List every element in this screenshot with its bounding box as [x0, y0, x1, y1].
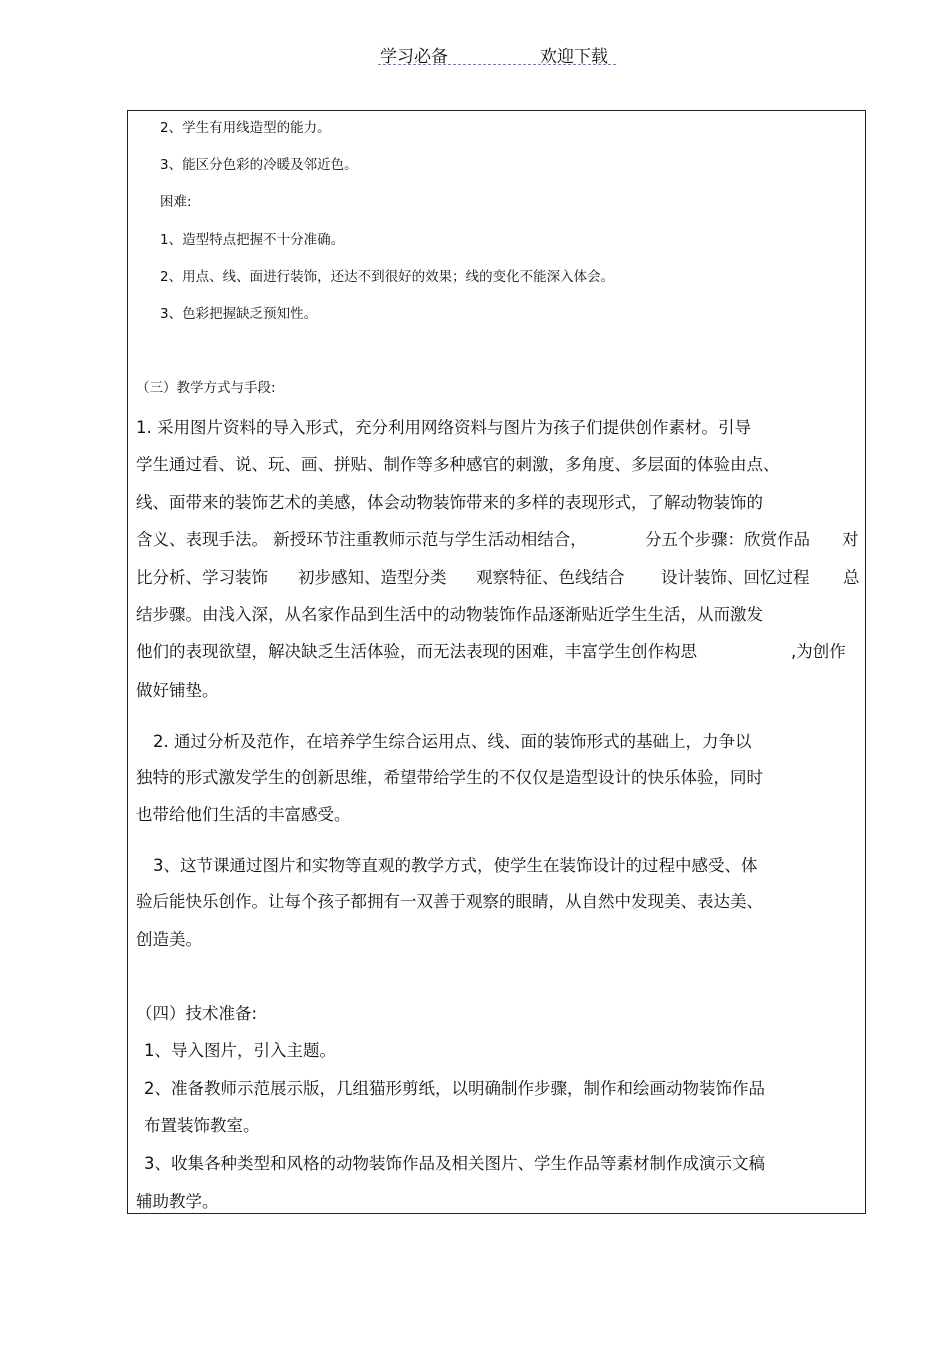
text-line: 设计装饰、回忆过程 — [661, 568, 810, 587]
header-left-text: 学习必备 — [380, 47, 448, 67]
text-line: 验后能快乐创作。让每个孩子都拥有一双善于观察的眼睛，从自然中发现美、表达美、 — [136, 892, 763, 911]
text-line: 学生通过看、说、玩、画、拼贴、制作等多种感官的刺激，多角度、多层面的体验由点、 — [136, 455, 780, 474]
text-line: 3、色彩把握缺乏预知性。 — [160, 306, 318, 322]
section-heading: （三）教学方式与手段: — [136, 380, 276, 396]
section-heading: （四）技术准备: — [136, 1004, 258, 1023]
header-right-text: 欢迎下载 — [540, 47, 608, 67]
text-line: 含义、表现手法。 新授环节注重教师示范与学生活动相结合， — [136, 530, 587, 549]
text-line: 总 — [843, 568, 860, 587]
text-line: 创造美。 — [136, 930, 202, 949]
text-line: 做好铺垫。 — [136, 681, 219, 700]
text-line: 2. 通过分析及范作，在培养学生综合运用点、线、面的装饰形式的基础上，力争以 — [153, 732, 752, 751]
text-line: 布置装饰教室。 — [144, 1116, 260, 1135]
text-line: 分五个步骤：欣赏作品 — [645, 530, 810, 549]
text-line: 1、造型特点把握不十分准确。 — [160, 232, 345, 248]
text-line: 辅助教学。 — [136, 1192, 219, 1211]
text-line: 比分析、学习装饰 — [136, 568, 268, 587]
text-line: 3、收集各种类型和风格的动物装饰作品及相关图片、学生作品等素材制作成演示文稿 — [144, 1154, 765, 1173]
text-line: 3、这节课通过图片和实物等直观的教学方式，使学生在装饰设计的过程中感受、体 — [153, 856, 758, 875]
text-line: 2、准备教师示范展示版，几组猫形剪纸，以明确制作步骤，制作和绘画动物装饰作品 — [144, 1079, 765, 1098]
text-line: 对 — [842, 530, 859, 549]
text-line: 3、能区分色彩的冷暖及邻近色。 — [160, 157, 358, 173]
text-line: 初步感知、造型分类 — [298, 568, 447, 587]
text-line: 线、面带来的装饰艺术的美感，体会动物装饰带来的多样的表现形式，了解动物装饰的 — [136, 493, 763, 512]
text-line: 2、用点、线、面进行装饰，还达不到很好的效果；线的变化不能深入体会。 — [160, 269, 615, 285]
text-line: 结步骤。由浅入深，从名家作品到生活中的动物装饰作品逐渐贴近学生生活，从而激发 — [136, 605, 763, 624]
text-line: 1. 采用图片资料的导入形式，充分利用网络资料与图片为孩子们提供创作素材。引导 — [136, 418, 751, 437]
text-line: ,为创作 — [791, 642, 846, 661]
text-line: 观察特征、色线结合 — [476, 568, 625, 587]
text-line: 他们的表现欲望，解决缺乏生活体验，而无法表现的困难，丰富学生创作构思 — [136, 642, 697, 661]
text-line: 1、导入图片，引入主题。 — [144, 1041, 336, 1060]
text-line: 也带给他们生活的丰富感受。 — [136, 805, 351, 824]
page-header — [378, 40, 616, 65]
text-line: 2、学生有用线造型的能力。 — [160, 120, 331, 136]
text-line: 独特的形式激发学生的创新思维，希望带给学生的不仅仅是造型设计的快乐体验，同时 — [136, 768, 763, 787]
text-line: 困难: — [160, 194, 192, 210]
